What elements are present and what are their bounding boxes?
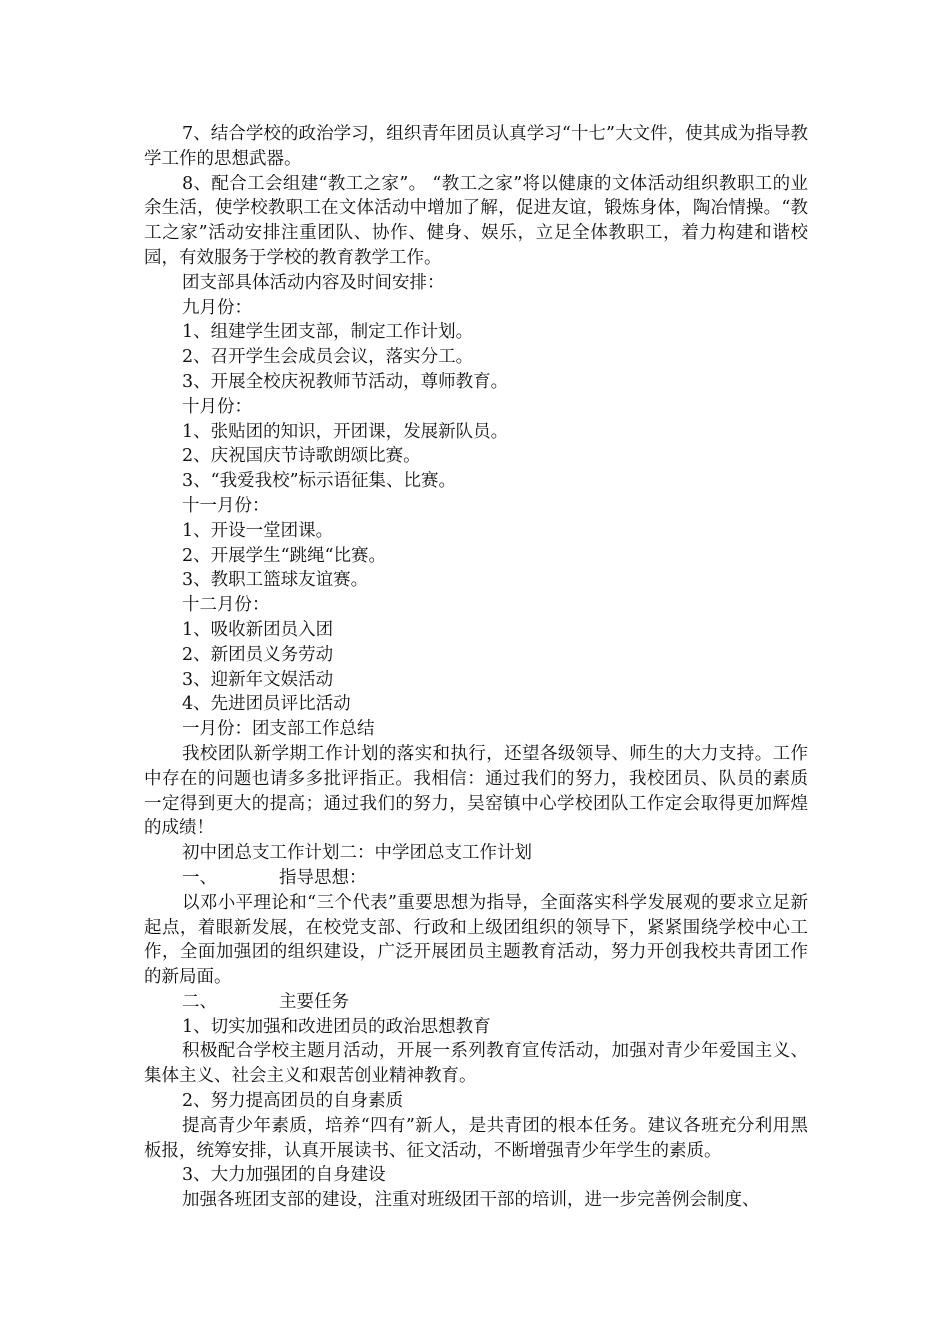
section-one-heading	[144, 866, 808, 891]
section-one-title: 指导思想：	[279, 867, 367, 888]
list-item: 3、迎新年文娱活动	[182, 669, 334, 690]
month-heading-november: 十一月份：	[182, 495, 270, 516]
document-body	[144, 122, 808, 1213]
list-item: 2、召开学生会成员会议，落实分工。	[182, 347, 474, 368]
task-paragraph: 加强各班团支部的建设，注重对班级团干部的培训，进一步完善例会制度、	[182, 1190, 760, 1211]
list-item: 3、“我爱我校”标示语征集、比赛。	[182, 471, 457, 492]
list-item: 3、教职工篮球友谊赛。	[182, 570, 369, 591]
task-paragraph: 提高青少年素质，培养“四有”新人，是共青团的根本任务。建议各班充分利用黑板报，统筹安排，认真开展读书、征文活动，不断增强青少年学生的素质。	[144, 1115, 808, 1161]
list-item: 4、先进团员评比活动	[182, 694, 351, 715]
section-two-number: 二、	[182, 991, 217, 1012]
guiding-paragraph: 以邓小平理论和“三个代表”重要思想为指导，全面落实科学发展观的要求立足新起点，着眼新发展，在校党支部、行政和上级团组织的领导下，紧紧围绕学校中心工作，全面加强团的组织建设，广泛开展团员主题教育活动，努力开创我校共青团工作的新局面。	[144, 892, 808, 988]
list-item: 2、庆祝国庆节诗歌朗颂比赛。	[182, 446, 421, 467]
paragraph-item-8: 8、配合工会组建“教工之家”。 “教工之家”将以健康的文体活动组织教职工的业余生活，使学校教职工在文体活动中增加了解，促进友谊，锻炼身体，陶冶情操。“教工之家”活动安排注重团队、协作、健身、娱乐，立足全体教职工，着力构建和谐校园，有效服务于学校的教育教学工作。	[144, 173, 808, 268]
section-two-title: 主要任务	[279, 991, 349, 1012]
plan-two-title: 初中团总支工作计划二：中学团总支工作计划	[182, 843, 532, 864]
list-item: 3、开展全校庆祝教师节活动，尊师教育。	[182, 371, 509, 392]
task-paragraph: 积极配合学校主题月活动，开展一系列教育宣传活动，加强对青少年爱国主义、集体主义、社会主义和艰苦创业精神教育。	[144, 1041, 808, 1087]
section-two-heading	[144, 990, 808, 1015]
list-item: 2、新团员义务劳动	[182, 644, 334, 665]
schedule-heading: 团支部具体活动内容及时间安排：	[182, 272, 445, 293]
task-heading: 1、切实加强和改进团员的政治思想教育	[182, 1016, 491, 1037]
month-heading-september: 九月份：	[182, 297, 252, 318]
closing-paragraph: 我校团队新学期工作计划的落实和执行，还望各级领导、师生的大力支持。工作中存在的问题也请多多批评指正。我相信：通过我们的努力，我校团员、队员的素质一定得到更大的提高；通过我们的努力，吴窑镇中心学校团队工作定会取得更加辉煌的成绩！	[144, 743, 808, 839]
list-item: 1、组建学生团支部，制定工作计划。	[182, 322, 474, 343]
list-item: 1、开设一堂团课。	[182, 520, 334, 541]
task-heading: 3、大力加强团的自身建设	[182, 1165, 386, 1186]
month-heading-october: 十月份：	[182, 396, 252, 417]
list-item: 1、张贴团的知识，开团课，发展新队员。	[182, 421, 509, 442]
month-heading-january: 一月份：团支部工作总结	[182, 719, 375, 740]
list-item: 1、吸收新团员入团	[182, 619, 334, 640]
section-one-number: 一、	[182, 867, 217, 888]
task-heading: 2、努力提高团员的自身素质	[182, 1091, 404, 1112]
paragraph-item-7: 7、结合学校的政治学习，组织青年团员认真学习“十七”大文件，使其成为指导教学工作的思想武器。	[144, 124, 808, 169]
list-item: 2、开展学生“跳绳“比赛。	[182, 545, 387, 566]
month-heading-december: 十二月份：	[182, 595, 270, 616]
